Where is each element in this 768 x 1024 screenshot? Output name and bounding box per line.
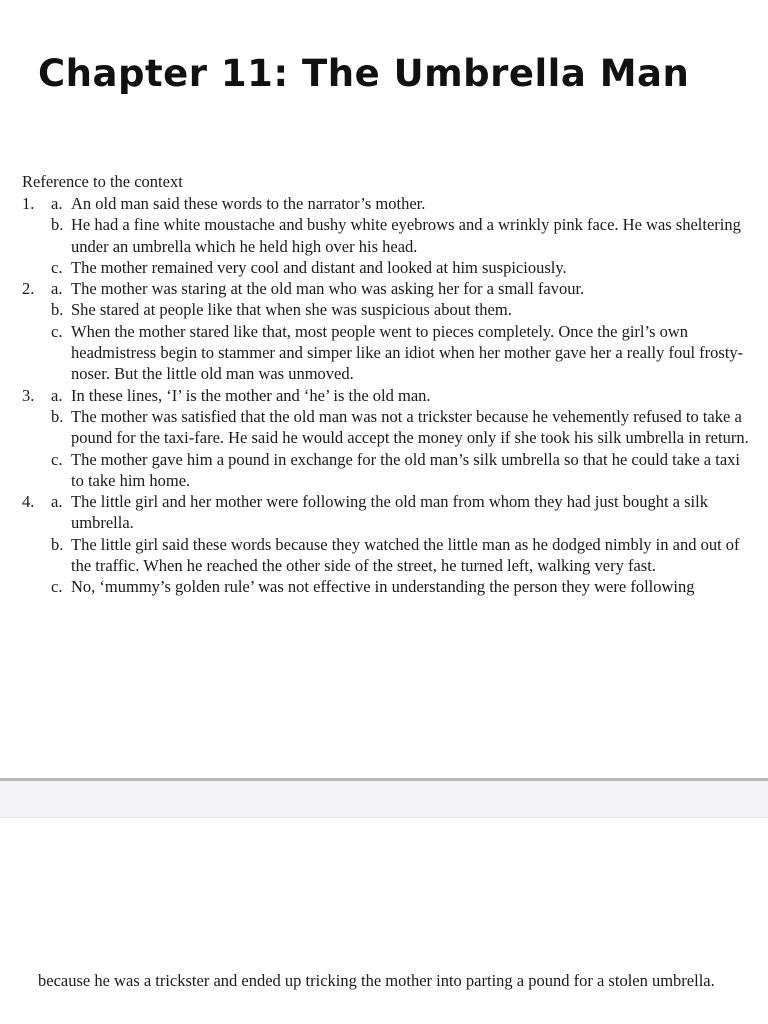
part-text: She stared at people like that when she was suspicious about them. xyxy=(71,300,512,320)
page-gap xyxy=(0,781,768,817)
part-letter: a. xyxy=(51,385,63,405)
question-2 xyxy=(0,278,768,384)
part-letter: c. xyxy=(51,577,63,597)
answer-4b xyxy=(0,534,768,577)
part-letter: a. xyxy=(51,194,63,213)
answer-1c xyxy=(0,257,768,278)
answer-3b xyxy=(0,406,768,449)
answer-2b xyxy=(0,299,768,320)
continued-answer-text: because he was a trickster and ended up tricking the mother into parting a pound for a stolen umbrella. xyxy=(38,971,715,990)
answer-1b xyxy=(0,214,768,257)
question-number: 4. xyxy=(22,492,35,512)
part-text: The mother was satisfied that the old man was not a trickster because he vehemently refused to take a pound for the taxi-fare. He said he would accept the money only if she took his silk umbrella in return. xyxy=(71,406,749,448)
part-letter: c. xyxy=(51,257,63,277)
question-4 xyxy=(0,491,768,597)
part-text: No, ‘mummy’s golden rule’ was not effective in understanding the person they were following xyxy=(71,577,695,597)
part-text: An old man said these words to the narrator’s mother. xyxy=(71,194,426,213)
part-text: The little girl said these words because they watched the little man as he dodged nimbly in and out of the traffic. When he reached the other side of the street, he turned left, walking very fast. xyxy=(71,534,740,576)
part-text: The little girl and her mother were following the old man from whom they had just bought a silk umbrella. xyxy=(71,492,708,533)
answer-4a xyxy=(0,491,768,534)
part-text: The mother remained very cool and distant and looked at him suspiciously. xyxy=(71,257,567,277)
part-text: The mother was staring at the old man who was asking her for a small favour. xyxy=(71,279,585,299)
answer-list xyxy=(0,193,768,598)
part-text: He had a fine white moustache and bushy white eyebrows and a wrinkly pink face. He was sheltering under an umbrella which he held high over his head. xyxy=(71,215,741,256)
question-number: 3. xyxy=(22,385,35,405)
part-text: When the mother stared like that, most people went to pieces completely. Once the girl’s own headmistress begin to stammer and simper like an idiot when her mother gave her a really foul frosty-noser. But the little old man was unmoved. xyxy=(71,321,744,384)
answer-4c xyxy=(0,576,768,597)
part-letter: c. xyxy=(51,321,63,341)
part-text: The mother gave him a pound in exchange for the old man’s silk umbrella so that he could take a taxi to take him home. xyxy=(71,449,740,490)
part-letter: b. xyxy=(51,300,64,320)
chapter-title: Chapter 11: The Umbrella Man xyxy=(38,52,690,95)
answer-2c xyxy=(0,321,768,385)
question-1 xyxy=(0,193,768,278)
section-heading: Reference to the context xyxy=(22,172,183,191)
question-3 xyxy=(0,385,768,491)
answer-2a xyxy=(0,278,768,299)
part-letter: b. xyxy=(51,534,64,554)
part-text: In these lines, ‘I’ is the mother and ‘he’ is the old man. xyxy=(71,385,431,405)
part-letter: a. xyxy=(51,279,63,299)
question-number: 2. xyxy=(22,279,35,299)
part-letter: b. xyxy=(51,215,64,235)
answer-1a xyxy=(0,193,768,214)
answer-3a xyxy=(0,385,768,406)
page-bottom xyxy=(0,818,768,1024)
answer-3c xyxy=(0,449,768,492)
part-letter: a. xyxy=(51,492,63,512)
part-letter: b. xyxy=(51,406,64,426)
part-letter: c. xyxy=(51,449,63,469)
question-number: 1. xyxy=(22,194,35,213)
